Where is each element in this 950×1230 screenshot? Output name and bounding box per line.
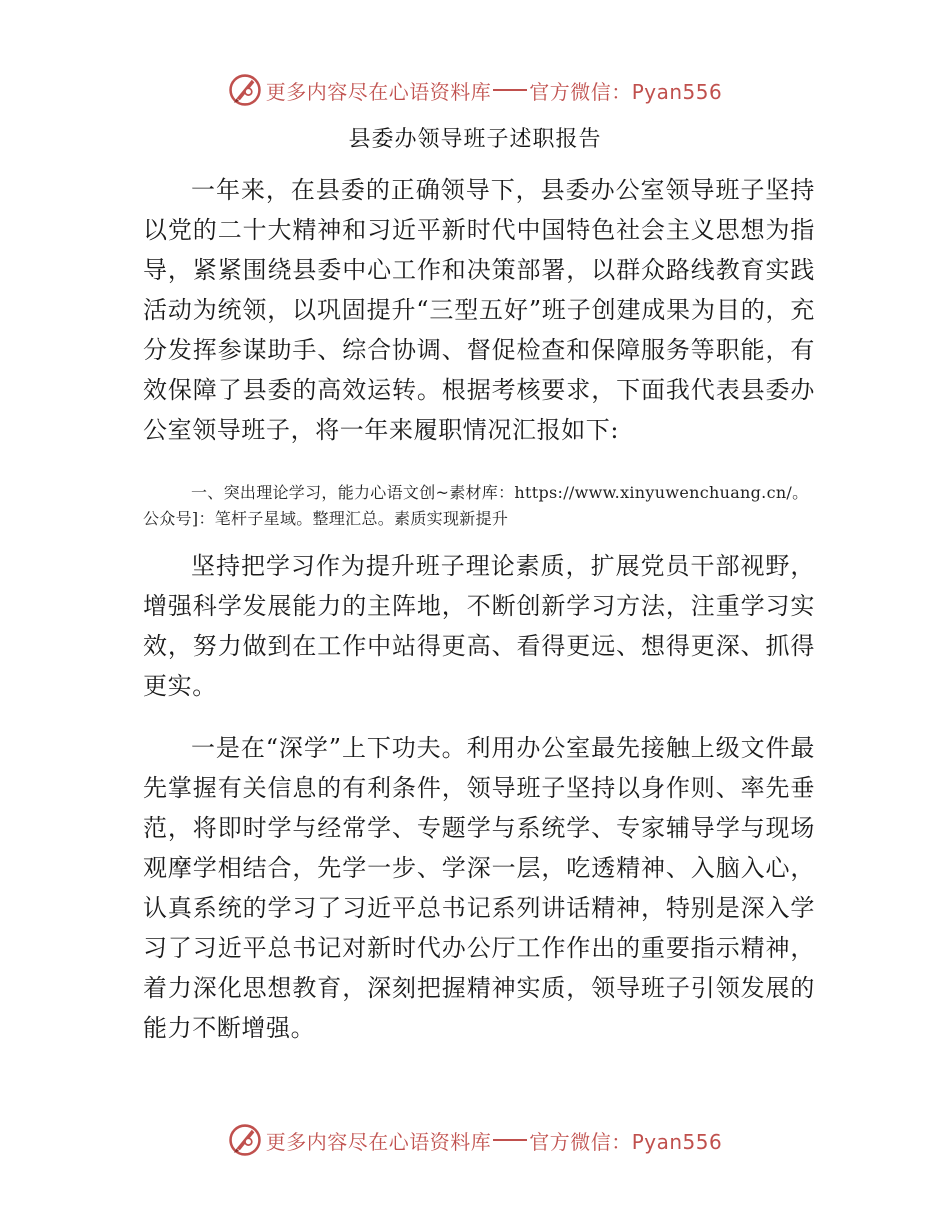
banner-text: 更多内容尽在心语资料库: [265, 1129, 492, 1154]
document-title: 县委办领导班子述职报告: [348, 127, 602, 152]
header-banner: [0, 70, 950, 110]
intro-paragraph: 一年来，在县委的正确领导下，县委办公室领导班子坚持以党的二十大精神和习近平新时代中国特色社会主义思想为指导，紧紧围绕县委中心工作和决策部署，以群众路线教育实践活动为统领，以巩固提升“三型五好”班子创建成果为目的，充分发挥参谋助手、综合协调、督促检查和保障服务等职能，有效保障了县委的高效运转。根据考核要求，下面我代表县委办公室领导班子，将一年来履职情况汇报如下:: [143, 176, 815, 444]
banner-separator: [493, 1139, 527, 1141]
section-heading: 一、突出理论学习，能力心语文创~素材库：https://www.xinyuwenchuang.cn/。公众号]：笔杆子星域。整理汇总。素质实现新提升: [143, 483, 809, 528]
study-paragraph: 坚持把学习作为提升班子理论素质，扩展党员干部视野，增强科学发展能力的主阵地，不断创新学习方法，注重学习实效，努力做到在工作中站得更高、看得更远、想得更深、抓得更实。: [143, 552, 815, 700]
quill-logo-icon: [228, 1123, 262, 1157]
banner-wechat: 官方微信：Pyan556: [529, 1129, 723, 1154]
banner-separator: [493, 89, 527, 91]
banner-text: 更多内容尽在心语资料库: [265, 79, 492, 104]
deep-study-paragraph: 一是在“深学”上下功夫。利用办公室最先接触上级文件最先掌握有关信息的有利条件，领导班子坚持以身作则、率先垂范，将即时学与经常学、专题学与系统学、专家辅导学与现场观摩学相结合，先学一步、学深一层，吃透精神、入脑入心，认真系统的学习了习近平总书记系列讲话精神，特别是深入学习了习近平总书记对新时代办公厅工作作出的重要指示精神，着力深化思想教育，深刻把握精神实质，领导班子引领发展的能力不断增强。: [143, 734, 815, 1042]
quill-logo-icon: [228, 73, 262, 107]
footer-banner: [0, 1120, 950, 1160]
banner-wechat: 官方微信：Pyan556: [529, 79, 723, 104]
